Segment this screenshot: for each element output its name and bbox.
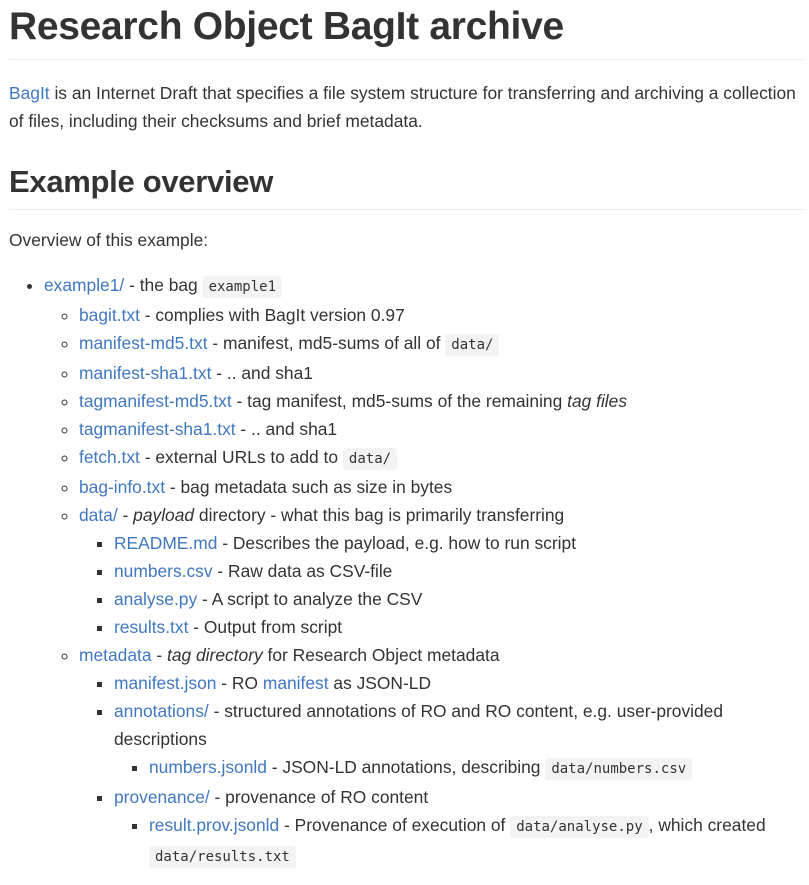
- metadata-link[interactable]: metadata: [79, 645, 152, 665]
- emphasis: tag files: [567, 391, 628, 411]
- tagmanifest-md5-link[interactable]: tagmanifest-md5.txt: [79, 391, 232, 411]
- tree-item-desc: - provenance of RO content: [209, 787, 429, 807]
- results-txt-link[interactable]: results.txt: [114, 617, 189, 637]
- tree-item-desc: - tag manifest, md5-sums of the remaining: [231, 391, 568, 411]
- tree-item-metadata: [79, 641, 804, 871]
- annotations-link[interactable]: annotations/: [114, 701, 209, 721]
- inline-code: data/analyse.py: [510, 816, 648, 838]
- intro-paragraph: [9, 79, 804, 135]
- bag-contents-list: [44, 301, 804, 871]
- tree-item-readme: [114, 529, 804, 557]
- tree-item-desc: directory - what this bag is primarily transferring: [194, 505, 565, 525]
- manifest-md5-link[interactable]: manifest-md5.txt: [79, 333, 208, 353]
- tree-item-provenance: [114, 783, 804, 871]
- tree-item-desc: - A script to analyze the CSV: [197, 589, 423, 609]
- tree-item-bag-info: [79, 473, 804, 501]
- manifest-json-link[interactable]: manifest.json: [114, 673, 217, 693]
- tree-item-manifest-sha1: [79, 359, 804, 387]
- manifest-sha1-link[interactable]: manifest-sha1.txt: [79, 363, 212, 383]
- tree-item-analyse-py: [114, 585, 804, 613]
- tree-item-desc: - complies with BagIt version 0.97: [139, 305, 405, 325]
- bagit-txt-link[interactable]: bagit.txt: [79, 305, 140, 325]
- readme-link[interactable]: README.md: [114, 533, 218, 553]
- tree-item-example1: [44, 271, 804, 871]
- tree-item-tagmanifest-sha1: [79, 415, 804, 443]
- tree-item-desc: - .. and sha1: [235, 419, 338, 439]
- tree-item-desc: , which created: [648, 815, 766, 835]
- tree-item-desc: - .. and sha1: [211, 363, 313, 383]
- tree-item-desc: - external URLs to add to: [139, 447, 343, 467]
- result-prov-link[interactable]: result.prov.jsonld: [149, 815, 280, 835]
- metadata-list: [79, 669, 804, 871]
- section-heading: Example overview: [9, 163, 804, 210]
- emphasis: tag directory: [166, 645, 263, 665]
- inline-code: data/: [445, 334, 499, 356]
- tree-item-results-txt: [114, 613, 804, 641]
- tree-item-desc: -: [117, 505, 134, 525]
- tree-item-desc: - bag metadata such as size in bytes: [165, 477, 453, 497]
- tree-item-desc: for Research Object metadata: [262, 645, 500, 665]
- numbers-csv-link[interactable]: numbers.csv: [114, 561, 213, 581]
- inline-code: data/: [343, 448, 397, 470]
- page-title: Research Object BagIt archive: [9, 0, 804, 60]
- tree-item-desc: - Output from script: [188, 617, 343, 637]
- bag-info-link[interactable]: bag-info.txt: [79, 477, 166, 497]
- fetch-txt-link[interactable]: fetch.txt: [79, 447, 140, 467]
- inline-code: data/results.txt: [149, 846, 296, 868]
- tree-item-result-prov: [149, 811, 804, 871]
- intro-text: is an Internet Draft that specifies a file system structure for transferring and archiving a collection of files, including their checksums and brief metadata.: [9, 83, 796, 131]
- tree-item-manifest-md5: [79, 329, 804, 359]
- bagit-link[interactable]: BagIt: [9, 83, 50, 103]
- tree-item-desc: -: [151, 645, 167, 665]
- tree-item-fetch: [79, 443, 804, 473]
- inline-code: data/numbers.csv: [545, 758, 692, 780]
- payload-list: [79, 529, 804, 641]
- inline-code: example1: [203, 276, 282, 298]
- manifest-link[interactable]: manifest: [262, 673, 329, 693]
- annotations-list: [114, 753, 804, 783]
- tree-item-bagit: [79, 301, 804, 329]
- tree-item-desc: - structured annotations of RO and RO content, e.g. user-provided descriptions: [114, 701, 724, 749]
- tree-item-desc: - Raw data as CSV-file: [212, 561, 393, 581]
- tree-item-desc: - Provenance of execution of: [279, 815, 511, 835]
- tree-item-desc: - JSON-LD annotations, describing: [266, 757, 546, 777]
- emphasis: payload: [133, 505, 195, 525]
- provenance-link[interactable]: provenance/: [114, 787, 210, 807]
- example1-link[interactable]: example1/: [44, 275, 125, 295]
- analyse-py-link[interactable]: analyse.py: [114, 589, 198, 609]
- tree-item-desc: - the bag: [124, 275, 203, 295]
- numbers-jsonld-link[interactable]: numbers.jsonld: [149, 757, 267, 777]
- tree-item-desc: - Describes the payload, e.g. how to run script: [217, 533, 577, 553]
- tree-item-desc: - manifest, md5-sums of all of: [207, 333, 446, 353]
- data-dir-link[interactable]: data/: [79, 505, 118, 525]
- tree-item-desc: as JSON-LD: [328, 673, 432, 693]
- provenance-list: [114, 811, 804, 871]
- tree-item-tagmanifest-md5: [79, 387, 804, 415]
- file-tree: [9, 271, 804, 871]
- tagmanifest-sha1-link[interactable]: tagmanifest-sha1.txt: [79, 419, 236, 439]
- tree-item-desc: - RO: [216, 673, 263, 693]
- tree-item-numbers-jsonld: [149, 753, 804, 783]
- tree-item-manifest-json: [114, 669, 804, 697]
- tree-item-data: [79, 501, 804, 641]
- tree-item-numbers-csv: [114, 557, 804, 585]
- overview-text: Overview of this example:: [9, 230, 209, 250]
- tree-item-annotations: [114, 697, 804, 783]
